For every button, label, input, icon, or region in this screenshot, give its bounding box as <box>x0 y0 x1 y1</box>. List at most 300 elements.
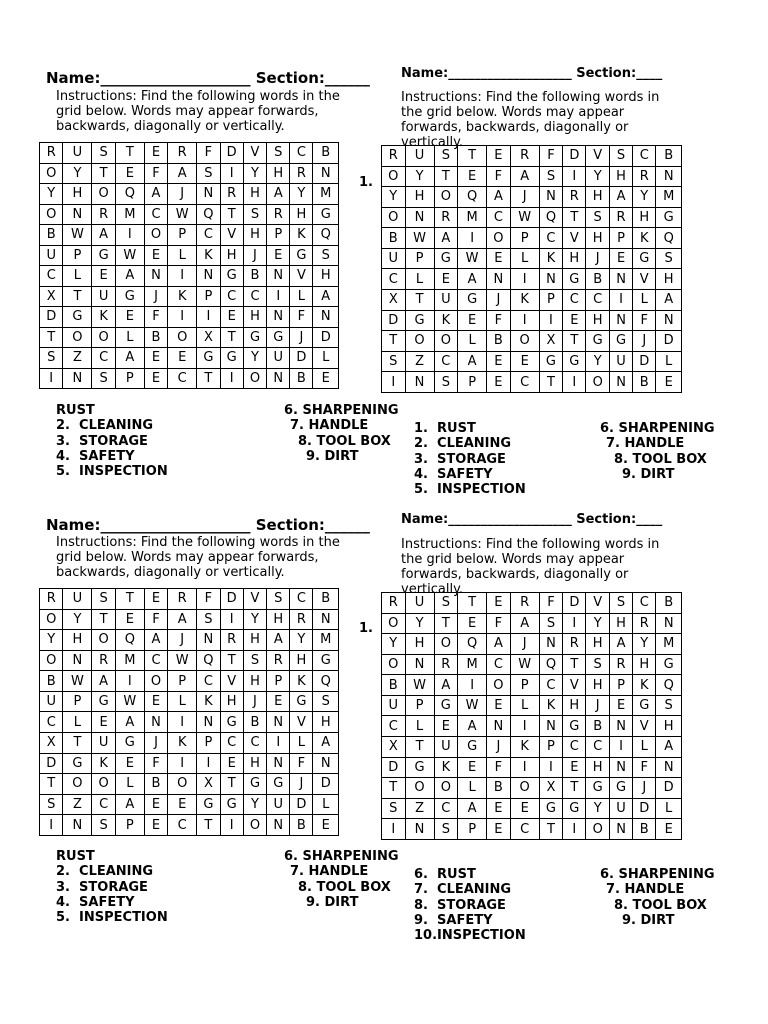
grid-cell: T <box>458 593 487 614</box>
grid-cell: C <box>168 368 197 389</box>
grid-cell: L <box>290 286 313 307</box>
word-list-item: 9. DIRT <box>306 448 359 464</box>
grid-cell: V <box>220 671 243 692</box>
grid-cell: H <box>243 184 266 205</box>
grid-cell: S <box>586 207 610 228</box>
grid-row <box>40 266 339 287</box>
grid-cell: U <box>434 737 458 758</box>
grid-row <box>40 671 339 692</box>
grid-cell: L <box>313 348 339 369</box>
grid-cell: L <box>115 774 144 795</box>
grid-cell: R <box>168 589 197 610</box>
grid-cell: N <box>63 368 92 389</box>
grid-cell: O <box>405 331 434 352</box>
grid-cell: L <box>656 798 682 819</box>
grid-cell: L <box>290 733 313 754</box>
grid-cell: E <box>144 815 167 836</box>
grid-cell: U <box>267 348 290 369</box>
grid-row <box>40 245 339 266</box>
grid-row <box>382 331 682 352</box>
grid-cell: A <box>458 269 487 290</box>
grid-cell: G <box>539 351 563 372</box>
grid-cell: H <box>586 757 610 778</box>
grid-cell: B <box>40 225 63 246</box>
grid-cell: X <box>197 327 220 348</box>
grid-cell: D <box>382 310 406 331</box>
grid-cell: N <box>656 613 682 634</box>
grid-cell: H <box>313 712 339 733</box>
grid-row <box>382 695 682 716</box>
grid-cell: H <box>609 613 632 634</box>
grid-cell: O <box>168 327 197 348</box>
grid-row <box>40 712 339 733</box>
grid-cell: U <box>63 589 92 610</box>
grid-cell: L <box>510 695 539 716</box>
grid-cell: Q <box>656 675 682 696</box>
grid-cell: C <box>633 146 656 167</box>
grid-cell: D <box>290 348 313 369</box>
grid-cell: Y <box>63 609 92 630</box>
grid-cell: E <box>458 310 487 331</box>
grid-cell: T <box>382 778 406 799</box>
grid-cell: A <box>609 634 632 655</box>
grid-cell: S <box>313 245 339 266</box>
grid-cell: N <box>197 184 220 205</box>
grid-cell: S <box>382 351 406 372</box>
grid-cell: A <box>267 184 290 205</box>
grid-cell: G <box>656 207 682 228</box>
grid-cell: R <box>267 204 290 225</box>
grid-cell: G <box>633 695 656 716</box>
grid-cell: N <box>656 166 682 187</box>
grid-cell: U <box>92 733 115 754</box>
grid-cell: E <box>510 351 539 372</box>
grid-cell: F <box>633 310 656 331</box>
grid-row <box>382 269 682 290</box>
grid-cell: I <box>563 819 586 840</box>
grid-cell: S <box>586 654 610 675</box>
grid-cell: J <box>168 184 197 205</box>
word-list-item: 10.INSPECTION <box>414 928 526 944</box>
grid-cell: V <box>586 593 610 614</box>
grid-cell: Y <box>63 163 92 184</box>
grid-cell: T <box>382 331 406 352</box>
word-search-grid <box>39 142 339 389</box>
grid-cell: B <box>656 593 682 614</box>
grid-cell: W <box>168 650 197 671</box>
grid-cell: E <box>144 348 167 369</box>
word-list-item: 9. SAFETY <box>414 912 493 928</box>
grid-cell: T <box>92 609 115 630</box>
grid-cell: R <box>290 609 313 630</box>
grid-cell: S <box>92 368 115 389</box>
grid-cell: L <box>405 716 434 737</box>
grid-cell: B <box>313 589 339 610</box>
grid-cell: G <box>267 327 290 348</box>
grid-cell: R <box>510 146 539 167</box>
grid-cell: P <box>405 248 434 269</box>
grid-cell: B <box>290 368 313 389</box>
grid-cell: B <box>487 331 511 352</box>
grid-cell: T <box>63 733 92 754</box>
grid-cell: K <box>92 307 115 328</box>
grid-cell: I <box>220 609 243 630</box>
grid-cell: G <box>563 351 586 372</box>
grid-cell: E <box>487 248 511 269</box>
grid-cell: U <box>382 248 406 269</box>
grid-cell: S <box>539 613 563 634</box>
word-search-grid <box>381 145 682 393</box>
grid-cell: R <box>92 650 115 671</box>
grid-cell: S <box>197 609 220 630</box>
grid-cell: I <box>168 307 197 328</box>
grid-row <box>382 166 682 187</box>
grid-cell: P <box>458 372 487 393</box>
grid-cell: G <box>405 757 434 778</box>
grid-cell: T <box>220 650 243 671</box>
grid-cell: R <box>267 650 290 671</box>
grid-cell: J <box>510 187 539 208</box>
word-list-item: 1. RUST <box>414 421 476 436</box>
instructions: Instructions: Find the following words in the grid below. Words may appear forwards, backwards, diagonally or vertically. <box>401 90 660 150</box>
grid-cell: S <box>656 248 682 269</box>
grid-cell: B <box>313 143 339 164</box>
grid-cell: Y <box>290 630 313 651</box>
instructions: Instructions: Find the following words in the grid below. Words may appear forwards, backwards, diagonally or vertically. <box>56 89 340 134</box>
grid-cell: T <box>458 146 487 167</box>
grid-cell: Y <box>243 609 266 630</box>
grid-cell: H <box>609 166 632 187</box>
grid-cell: K <box>539 248 563 269</box>
grid-cell: E <box>487 146 511 167</box>
grid-cell: N <box>197 266 220 287</box>
grid-cell: O <box>40 650 63 671</box>
grid-row <box>40 307 339 328</box>
grid-cell: C <box>92 348 115 369</box>
grid-cell: E <box>487 351 511 372</box>
grid-cell: H <box>563 695 586 716</box>
grid-cell: I <box>382 819 406 840</box>
grid-cell: Q <box>539 654 563 675</box>
grid-cell: C <box>220 286 243 307</box>
grid-cell: Y <box>382 187 406 208</box>
grid-cell: N <box>313 753 339 774</box>
grid-row <box>382 187 682 208</box>
grid-cell: H <box>586 187 610 208</box>
grid-cell: R <box>633 166 656 187</box>
word-list-item: 3. STORAGE <box>56 433 148 449</box>
grid-cell: E <box>563 310 586 331</box>
grid-cell: Y <box>405 613 434 634</box>
grid-row <box>40 143 339 164</box>
grid-cell: B <box>633 372 656 393</box>
grid-cell: H <box>586 310 610 331</box>
grid-cell: A <box>168 163 197 184</box>
grid-cell: M <box>656 634 682 655</box>
grid-cell: E <box>115 609 144 630</box>
grid-cell: F <box>290 753 313 774</box>
grid-cell: Q <box>458 187 487 208</box>
grid-cell: A <box>656 737 682 758</box>
grid-cell: P <box>267 671 290 692</box>
grid-cell: R <box>92 204 115 225</box>
grid-cell: J <box>586 695 610 716</box>
grid-cell: I <box>609 737 632 758</box>
grid-cell: T <box>220 204 243 225</box>
grid-cell: T <box>63 286 92 307</box>
grid-cell: K <box>633 228 656 249</box>
grid-cell: T <box>220 774 243 795</box>
grid-cell: A <box>168 609 197 630</box>
grid-cell: G <box>434 695 458 716</box>
grid-row <box>40 650 339 671</box>
grid-cell: G <box>220 266 243 287</box>
grid-cell: O <box>92 630 115 651</box>
grid-cell: O <box>586 372 610 393</box>
grid-cell: D <box>220 143 243 164</box>
grid-cell: S <box>434 372 458 393</box>
grid-cell: E <box>92 712 115 733</box>
grid-cell: W <box>63 225 92 246</box>
grid-cell: W <box>115 245 144 266</box>
grid-cell: N <box>405 207 434 228</box>
grid-cell: M <box>115 204 144 225</box>
grid-cell: T <box>115 589 144 610</box>
grid-cell: O <box>40 204 63 225</box>
grid-cell: A <box>115 348 144 369</box>
grid-row <box>40 163 339 184</box>
grid-cell: R <box>382 146 406 167</box>
grid-cell: S <box>40 794 63 815</box>
grid-cell: H <box>656 716 682 737</box>
grid-cell: N <box>63 204 92 225</box>
grid-cell: Z <box>63 348 92 369</box>
grid-cell: S <box>92 143 115 164</box>
grid-cell: C <box>487 207 511 228</box>
grid-cell: C <box>510 372 539 393</box>
grid-cell: G <box>458 290 487 311</box>
grid-cell: L <box>63 712 92 733</box>
grid-cell: C <box>539 228 563 249</box>
instructions: Instructions: Find the following words in the grid below. Words may appear forwards, backwards, diagonally or vertically. <box>401 537 660 597</box>
grid-cell: W <box>63 671 92 692</box>
grid-cell: C <box>563 290 586 311</box>
grid-cell: V <box>633 269 656 290</box>
grid-cell: B <box>243 266 266 287</box>
grid-cell: V <box>563 228 586 249</box>
grid-cell: T <box>197 815 220 836</box>
grid-cell: R <box>168 143 197 164</box>
grid-cell: O <box>382 207 406 228</box>
grid-cell: H <box>243 307 266 328</box>
grid-cell: A <box>92 671 115 692</box>
word-list-item: 7. HANDLE <box>290 418 369 434</box>
grid-row <box>40 630 339 651</box>
grid-cell: W <box>458 695 487 716</box>
grid-cell: H <box>220 245 243 266</box>
grid-cell: S <box>382 798 406 819</box>
grid-cell: G <box>586 331 610 352</box>
word-list-item: 8. TOOL BOX <box>614 897 707 913</box>
grid-cell: H <box>633 207 656 228</box>
grid-cell: G <box>220 794 243 815</box>
grid-cell: Y <box>405 166 434 187</box>
grid-cell: H <box>243 225 266 246</box>
grid-cell: I <box>510 269 539 290</box>
grid-cell: I <box>267 733 290 754</box>
grid-cell: F <box>487 757 511 778</box>
grid-cell: D <box>633 351 656 372</box>
grid-cell: X <box>539 778 563 799</box>
grid-cell: N <box>539 716 563 737</box>
grid-cell: F <box>197 589 220 610</box>
grid-cell: B <box>586 269 610 290</box>
grid-cell: V <box>586 146 610 167</box>
grid-row <box>40 184 339 205</box>
grid-cell: P <box>115 368 144 389</box>
grid-cell: P <box>539 290 563 311</box>
grid-cell: Y <box>586 351 610 372</box>
word-list-item: 7. HANDLE <box>606 882 685 898</box>
grid-cell: C <box>92 794 115 815</box>
grid-cell: N <box>267 712 290 733</box>
grid-cell: N <box>609 372 632 393</box>
word-list-item: 2. CLEANING <box>414 436 512 452</box>
grid-cell: I <box>563 166 586 187</box>
grid-cell: U <box>405 146 434 167</box>
grid-cell: S <box>656 695 682 716</box>
grid-cell: V <box>633 716 656 737</box>
grid-row <box>382 351 682 372</box>
grid-cell: N <box>539 634 563 655</box>
grid-cell: G <box>197 794 220 815</box>
grid-cell: K <box>168 733 197 754</box>
grid-cell: P <box>63 691 92 712</box>
grid-cell: U <box>40 691 63 712</box>
grid-cell: D <box>313 327 339 348</box>
grid-cell: E <box>115 307 144 328</box>
grid-cell: N <box>267 815 290 836</box>
grid-cell: E <box>115 163 144 184</box>
grid-cell: D <box>563 146 586 167</box>
grid-cell: P <box>609 228 632 249</box>
grid-cell: O <box>144 225 167 246</box>
grid-cell: U <box>382 695 406 716</box>
grid-cell: P <box>267 225 290 246</box>
grid-cell: I <box>40 368 63 389</box>
grid-cell: N <box>539 269 563 290</box>
grid-cell: L <box>510 248 539 269</box>
grid-cell: C <box>290 143 313 164</box>
grid-cell: O <box>92 184 115 205</box>
grid-cell: F <box>539 593 563 614</box>
grid-cell: O <box>40 163 63 184</box>
word-list-item: 4. SAFETY <box>56 894 135 910</box>
grid-cell: E <box>458 613 487 634</box>
grid-cell: E <box>434 269 458 290</box>
grid-cell: G <box>313 204 339 225</box>
grid-cell: E <box>313 815 339 836</box>
grid-cell: H <box>586 228 610 249</box>
grid-cell: C <box>144 650 167 671</box>
grid-cell: R <box>563 634 586 655</box>
grid-cell: G <box>563 716 586 737</box>
grid-cell: G <box>563 798 586 819</box>
item-number: 1. <box>359 621 373 636</box>
grid-cell: I <box>220 368 243 389</box>
grid-cell: B <box>290 815 313 836</box>
grid-cell: X <box>197 774 220 795</box>
word-list-item: 5. INSPECTION <box>56 464 168 480</box>
grid-cell: L <box>656 351 682 372</box>
grid-cell: O <box>40 609 63 630</box>
grid-cell: E <box>434 716 458 737</box>
grid-cell: O <box>243 368 266 389</box>
grid-cell: L <box>168 245 197 266</box>
grid-cell: Y <box>40 184 63 205</box>
grid-cell: H <box>267 163 290 184</box>
grid-cell: N <box>144 712 167 733</box>
grid-cell: A <box>115 712 144 733</box>
grid-cell: J <box>487 737 511 758</box>
grid-cell: N <box>267 266 290 287</box>
grid-cell: G <box>197 348 220 369</box>
word-list-item: 8. TOOL BOX <box>298 879 391 895</box>
grid-cell: H <box>563 248 586 269</box>
grid-cell: G <box>313 650 339 671</box>
grid-cell: N <box>609 269 632 290</box>
grid-cell: G <box>434 248 458 269</box>
grid-cell: O <box>144 671 167 692</box>
grid-cell: G <box>609 331 632 352</box>
grid-cell: H <box>633 654 656 675</box>
grid-cell: L <box>313 794 339 815</box>
grid-cell: I <box>197 307 220 328</box>
grid-cell: H <box>267 609 290 630</box>
grid-cell: E <box>144 691 167 712</box>
word-list-item: 8. TOOL BOX <box>614 451 707 467</box>
word-list-item: 7. CLEANING <box>414 882 512 898</box>
grid-cell: B <box>144 774 167 795</box>
grid-cell: R <box>609 207 632 228</box>
grid-cell: Q <box>656 228 682 249</box>
grid-row <box>382 716 682 737</box>
grid-cell: H <box>586 675 610 696</box>
grid-cell: Y <box>382 634 406 655</box>
grid-cell: E <box>267 245 290 266</box>
grid-cell: R <box>40 143 63 164</box>
grid-cell: M <box>458 654 487 675</box>
grid-cell: P <box>405 695 434 716</box>
grid-cell: L <box>115 327 144 348</box>
grid-row <box>40 691 339 712</box>
grid-cell: A <box>313 286 339 307</box>
grid-cell: W <box>458 248 487 269</box>
word-search-grid <box>381 592 682 840</box>
grid-cell: N <box>656 310 682 331</box>
grid-cell: E <box>487 819 511 840</box>
grid-cell: R <box>563 187 586 208</box>
grid-cell: G <box>115 286 144 307</box>
grid-cell: K <box>197 245 220 266</box>
grid-cell: O <box>382 166 406 187</box>
grid-cell: I <box>40 815 63 836</box>
grid-row <box>382 778 682 799</box>
grid-row <box>40 815 339 836</box>
grid-cell: V <box>290 266 313 287</box>
grid-cell: I <box>115 225 144 246</box>
grid-row <box>382 675 682 696</box>
